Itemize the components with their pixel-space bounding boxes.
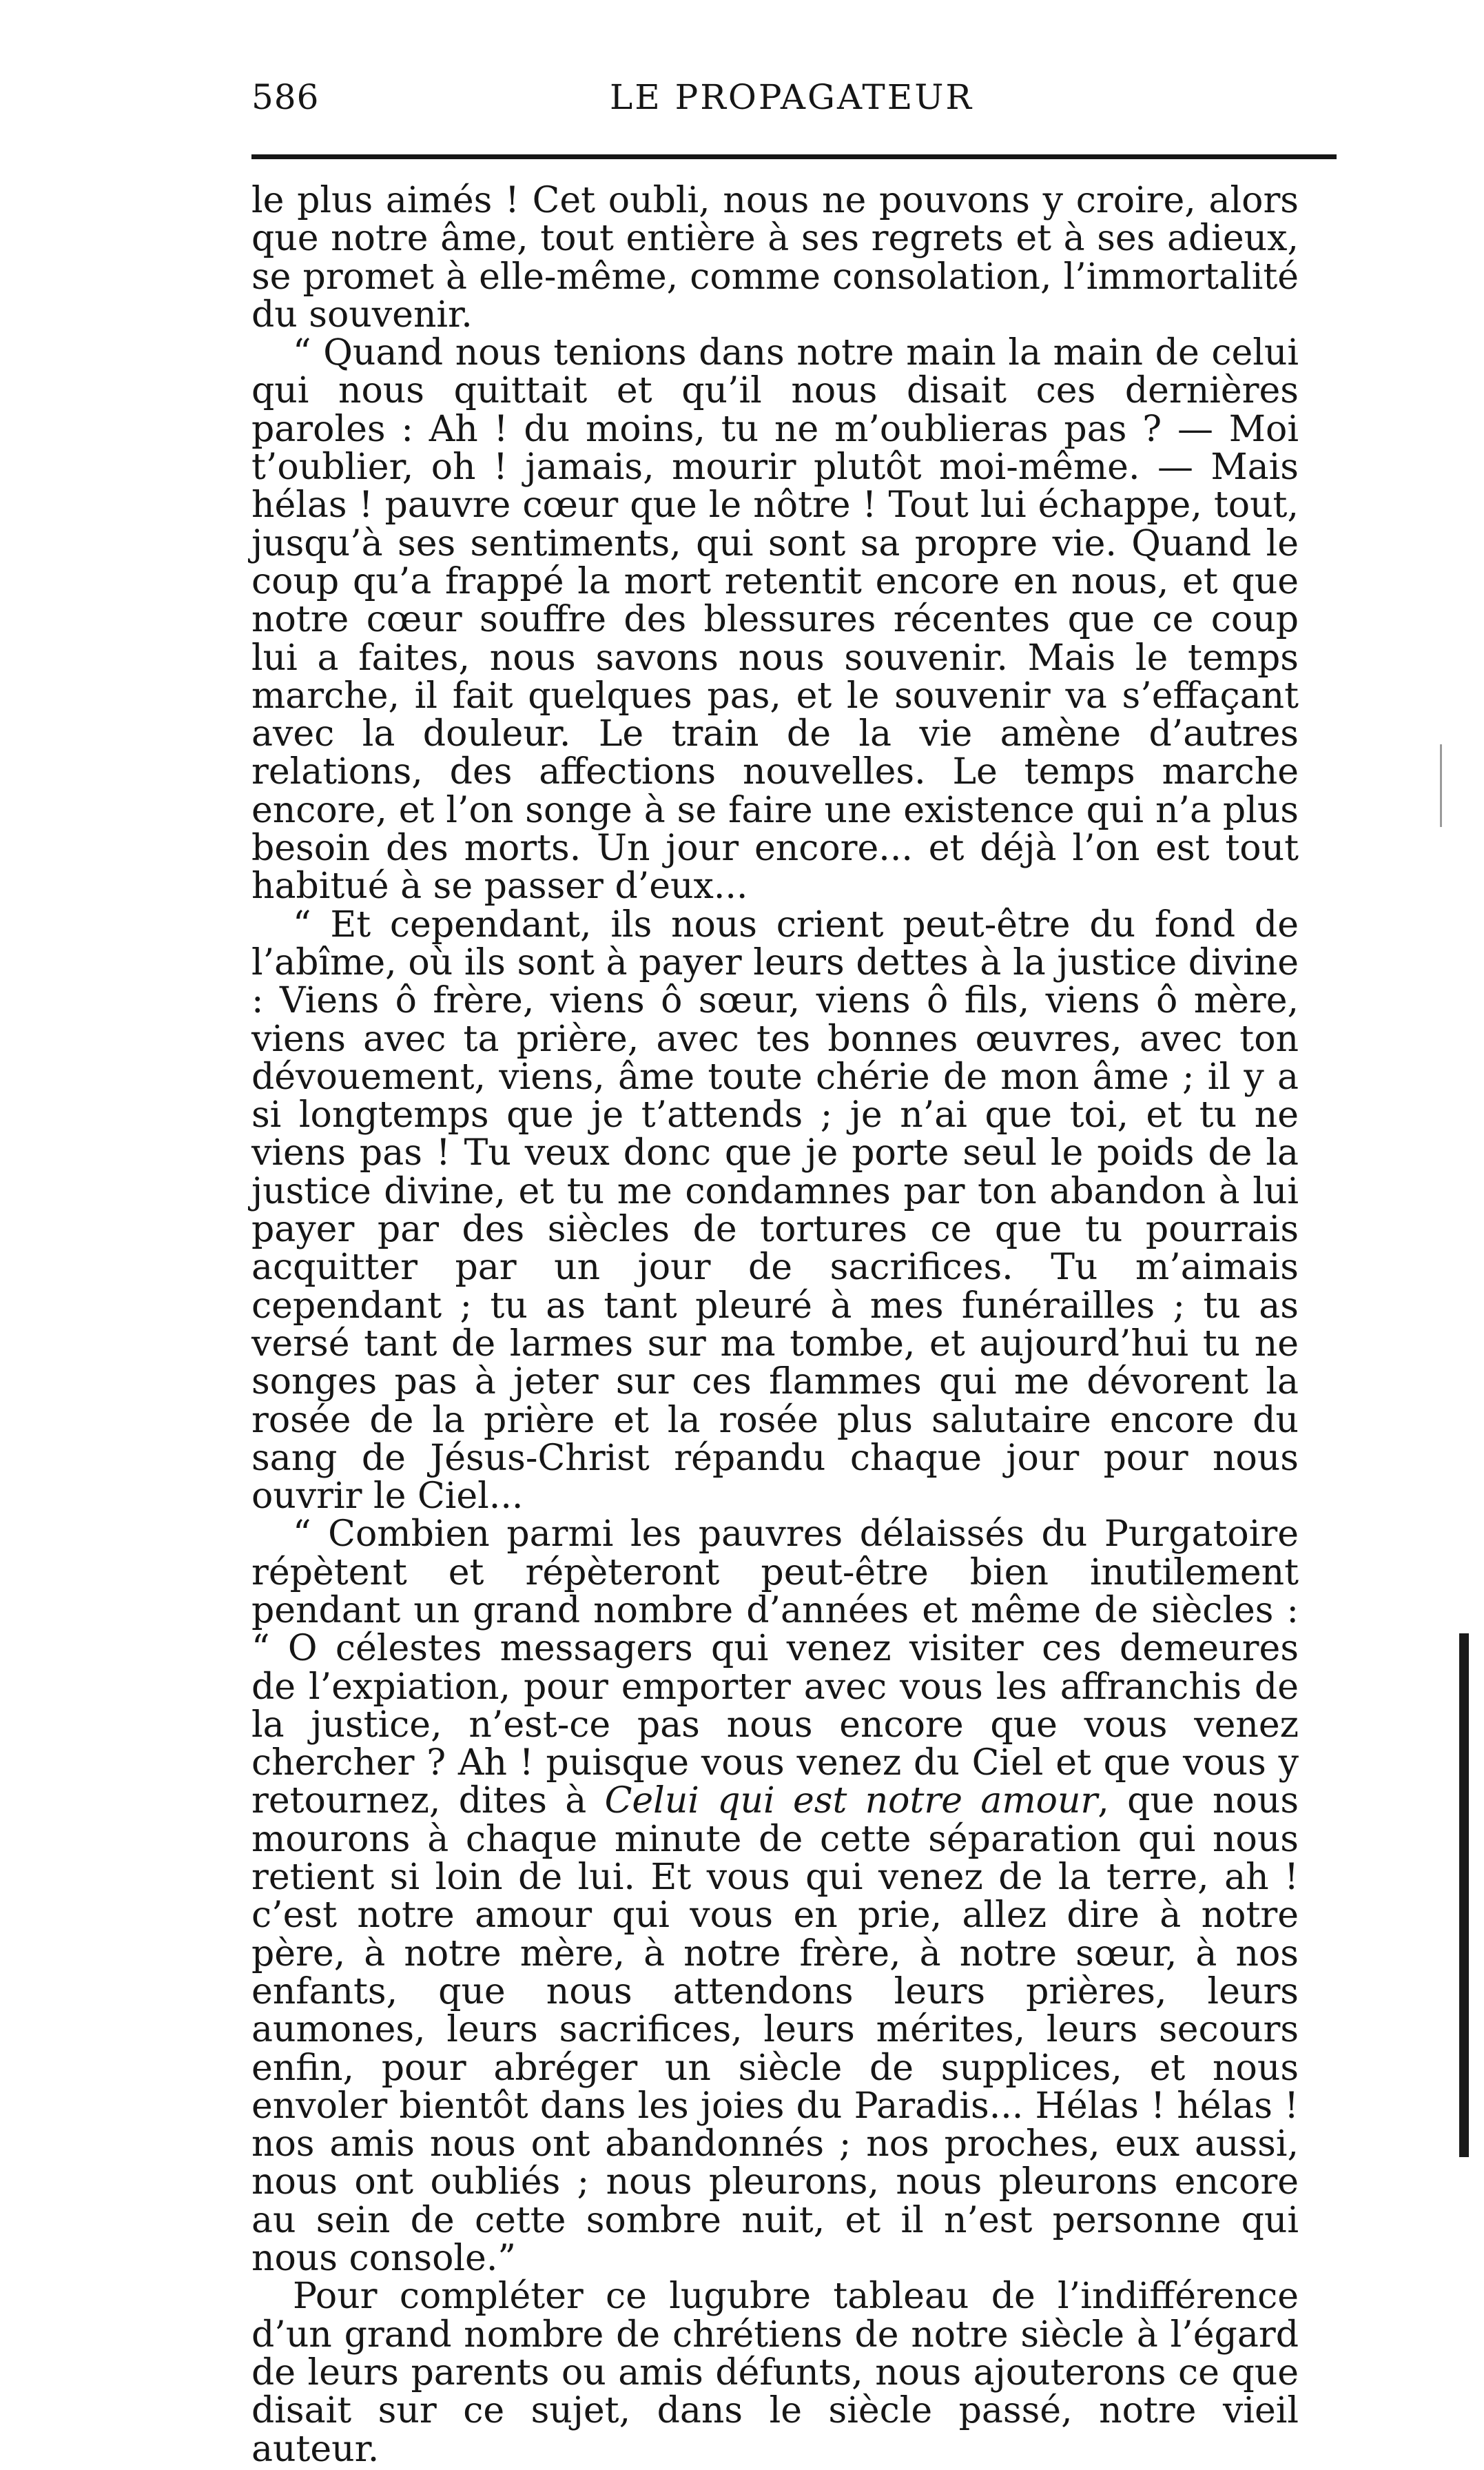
paragraph-3: “ Et cependant, ils nous crient peut-être du fond de l’abîme, où ils sont à payer leurs dettes à la justice divine : Viens ô frère, viens ô sœur, viens ô fils, viens ô mère, viens avec ta prière, avec tes bonnes œuvres, avec ton dévouement, viens, âme toute chérie de mon âme ; il y a si longtemps que je t’attends ; je n’ai que toi, et tu ne viens pas ! Tu veux donc que je porte seul le poids de la justice divine, et tu me condamnes par ton abandon à lui payer par des siècles de tortures ce que tu pourrais acquitter par un jour de sacrifices. Tu m’aimais cependant ; tu as tant pleuré à mes funérailles ; tu as versé tant de larmes sur ma tombe, et aujourd’hui tu ne songes pas à jeter sur ces flammes qui me dévorent la rosée de la prière et la rosée plus salutaire encore du sang de Jésus-Christ répandu chaque jour pour nous ouvrir le Ciel... (251, 904, 1299, 1518)
paragraph-4-part-2: , que nous mourons à chaque minute de cette séparation qui nous retient si loin de lui. Et vous qui venez de la terre, ah ! c’est notre amour qui vous en prie, allez dire à notre père, à notre mère, à notre frère, à notre sœur, à nos enfants, que nous attendons leurs prières, leurs aumones, leurs sacrifices, leurs mérites, leurs secours enfin, pour abréger un siècle de supplices, et nous envoler bientôt dans les joies du Paradis... Hélas ! hélas ! nos amis nous ont abandonnés ; nos proches, eux aussi, nous ont oubliés ; nous pleurons, nous pleurons encore au sein de cette sombre nuit, et il n’est personne qui nous console.” (251, 1780, 1299, 2280)
binding-edge-shadow (1459, 1633, 1469, 2157)
running-title: LE PROPAGATEUR (610, 77, 973, 117)
header-rule (251, 154, 1337, 159)
paragraph-4-part-1: “ Combien parmi les pauvres délaissés du Purgatoire répètent et répèteront peut-être bien inutilement pendant un grand nombre d’années et même de siècles : “ O célestes messagers qui venez visiter ces demeures de l’expiation, pour emporter avec vous les affranchis de la justice, n’est-ce pas nous encore que vous venez chercher ? Ah ! puisque vous venez du Ciel et que vous y retournez, dites à (251, 1513, 1299, 1822)
paragraph-2: “ Quand nous tenions dans notre main la main de celui qui nous quittait et qu’il nous disait ces dernières paroles : Ah ! du moins, tu ne m’oublieras pas ? — Moi t’oublier, oh ! jamais, mourir plutôt moi-même. — Mais hélas ! pauvre cœur que le nôtre ! Tout lui échappe, tout, jusqu’à ses sentiments, qui sont sa propre vie. Quand le coup qu’a frappé la mort retentit encore en nous, et que notre cœur souffre des blessures récentes que ce coup lui a faites, nous savons nous souvenir. Mais le temps marche, il fait quelques pas, et le souvenir va s’effaçant avec la douleur. Le train de la vie amène d’autres relations, des affections nouvelles. Le temps marche encore, et l’on songe à se faire une existence qui n’a plus besoin des morts. Un jour encore... et déjà l’on est tout habitué à se passer d’eux... (251, 332, 1299, 908)
body-text (251, 182, 1299, 2469)
paragraph-1: le plus aimés ! Cet oubli, nous ne pouvons y croire, alors que notre âme, tout entière à ses regrets et à ses adieux, se promet à elle-même, comme consolation, l’immortalité du souvenir. (251, 180, 1299, 336)
italic-phrase: Celui qui est notre amour (604, 1780, 1098, 1822)
paragraph-5: Pour compléter ce lugubre tableau de l’indifférence d’un grand nombre de chrétiens de notre siècle à l’égard de leurs parents ou amis défunts, nous ajouterons ce que disait sur ce sujet, dans le siècle passé, notre vieil auteur. (251, 2276, 1299, 2470)
page-number: 586 (251, 77, 320, 117)
page-header (251, 77, 1337, 132)
paragraph-4 (251, 1515, 1299, 2278)
margin-scan-mark (1440, 744, 1442, 827)
